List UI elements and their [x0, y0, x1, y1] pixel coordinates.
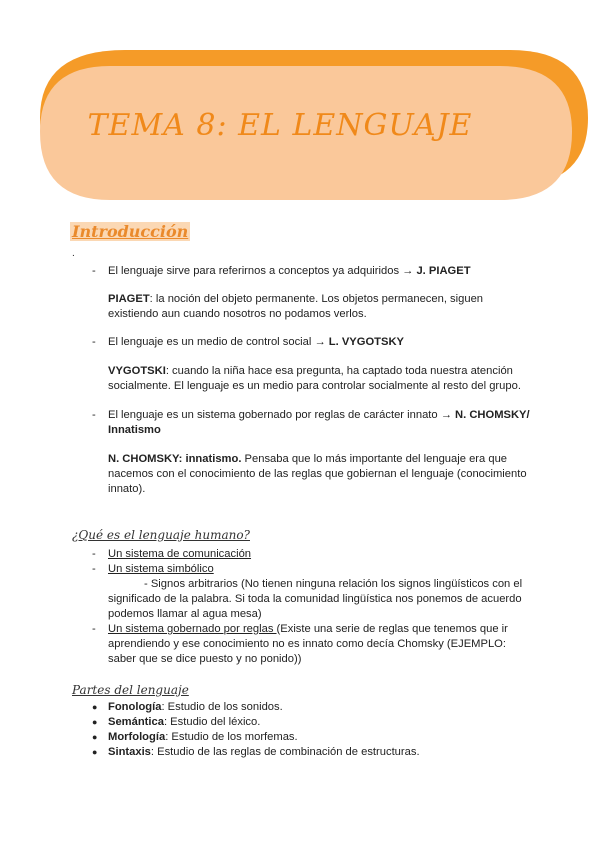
bullet-icon: ●: [92, 702, 98, 712]
bullet-icon: ●: [92, 747, 98, 757]
author-name: J. PIAGET: [416, 265, 471, 277]
dash-marker: -: [92, 563, 96, 575]
stray-dot: .: [72, 248, 75, 259]
intro-note-line2: socialmente. El lenguaje es un medio para controlar socialmente al resto del grupo.: [108, 380, 521, 392]
part-desc: : Estudio de las reglas de combinación de estructuras.: [150, 746, 420, 758]
list-item: [108, 745, 420, 760]
note-line: Pensaba que lo más importante del lenguaje era que: [241, 453, 508, 465]
bullet-icon: ●: [92, 717, 98, 727]
part-term: Fonología: [108, 701, 162, 713]
part-desc: : Estudio de los morfemas.: [165, 731, 298, 743]
intro-note: [108, 452, 507, 467]
dash-marker: -: [92, 336, 96, 348]
intro-item-text: [108, 264, 471, 279]
note-line: : cuando la niña hace esa pregunta, ha captado toda nuestra atención: [165, 365, 513, 377]
humano-line3: saber que se dice puesto y no ponido)): [108, 653, 302, 665]
list-item: [108, 730, 298, 745]
author-name: N. CHOMSKY/: [455, 409, 530, 421]
humano-sub-line1: - Signos arbitrarios (No tienen ninguna relación los signos lingüísticos con el: [144, 578, 523, 590]
note-term: VYGOTSKI: [108, 365, 166, 377]
section-heading-partes: Partes del lenguaje: [72, 683, 189, 697]
dash-marker: -: [92, 548, 96, 560]
intro-note: [108, 364, 513, 379]
intro-item-text-line2: [108, 423, 161, 438]
dash-marker: -: [92, 409, 96, 421]
intro-note-line3: innato).: [108, 483, 146, 495]
page-title: TEMA 8: EL LENGUAJE: [87, 108, 473, 143]
author-name: L. VYGOTSKY: [328, 336, 404, 348]
bullet-icon: ●: [92, 732, 98, 742]
humano-line1: [108, 622, 508, 637]
humano-line2: aprendiendo y ese conocimiento no es innato como decía Chomsky (EJEMPLO:: [108, 638, 506, 650]
dash-marker: -: [92, 265, 96, 277]
humano-sub-line2: significado de la palabra. Si toda la comunidad lingüística nos ponemos de acuerdo: [108, 593, 522, 605]
note-term: N. CHOMSKY: innatismo.: [108, 453, 242, 465]
part-term: Morfología: [108, 731, 166, 743]
item-text: El lenguaje es un sistema gobernado por reglas de carácter innato →: [108, 409, 456, 421]
dash-marker: -: [92, 623, 96, 635]
humano-label: Un sistema de comunicación: [108, 548, 252, 560]
intro-note-line2: nacemos con el conocimiento de las reglas que gobiernan el lenguaje (conocimiento: [108, 468, 527, 480]
section-heading-humano: ¿Qué es el lenguaje humano?: [72, 528, 250, 542]
item-text: El lenguaje es un medio de control social →: [108, 336, 329, 348]
intro-item-text: [108, 408, 530, 423]
section-heading-intro: Introducción: [72, 222, 189, 241]
note-line: : la noción del objeto permanente. Los objetos permanecen, siguen: [149, 293, 484, 305]
intro-note-line2: existiendo aun cuando nosotros no podamos verlos.: [108, 308, 367, 320]
humano-text: (Existe una serie de reglas que tenemos que ir: [276, 623, 508, 635]
part-term: Sintaxis: [108, 746, 151, 758]
part-term: Semántica: [108, 716, 164, 728]
humano-label: Un sistema gobernado por reglas: [108, 623, 277, 635]
humano-label: Un sistema simbólico: [108, 563, 214, 575]
part-desc: : Estudio de los sonidos.: [161, 701, 283, 713]
list-item: [108, 700, 283, 715]
list-item: [108, 715, 260, 730]
intro-item-text: [108, 335, 404, 350]
author-name-cont: Innatismo: [108, 424, 161, 436]
humano-sub-line3: podemos llamar al agua mesa): [108, 608, 262, 620]
intro-note: [108, 292, 483, 307]
note-term: PIAGET: [108, 293, 150, 305]
item-text: El lenguaje sirve para referirnos a conceptos ya adquiridos →: [108, 265, 417, 277]
part-desc: : Estudio del léxico.: [163, 716, 261, 728]
